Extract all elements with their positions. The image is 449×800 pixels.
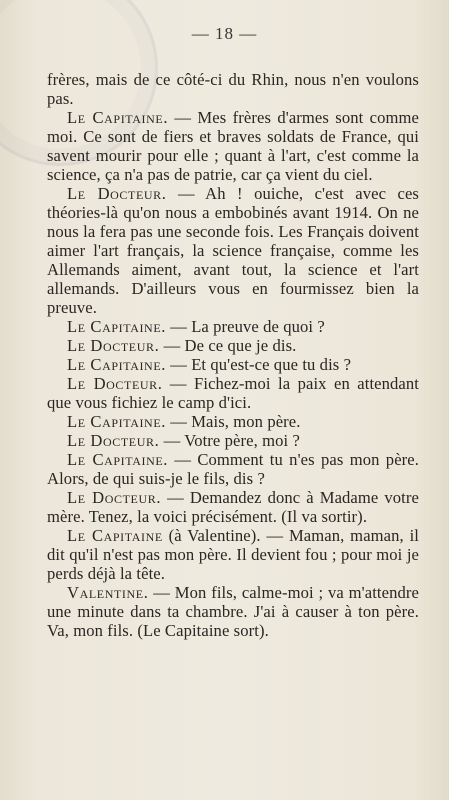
- speaker-name: Le Docteur.: [67, 336, 160, 355]
- dialogue-text: (à Valentine). — Maman, maman, il dit qu'il n'est pas mon père. Il devient fou ; pour moi je perds déjà la tête.: [47, 526, 419, 583]
- speaker-name: Le Docteur.: [67, 184, 167, 203]
- speaker-name: Le Capitaine.: [67, 450, 169, 469]
- paragraph: [47, 583, 419, 640]
- dialogue-text: — Et qu'est-ce que tu dis ?: [166, 355, 352, 374]
- speaker-name: Le Capitaine.: [67, 317, 166, 336]
- paragraph: [47, 374, 419, 412]
- paragraph: [47, 431, 419, 450]
- paragraph: [47, 317, 419, 336]
- page-number: — 18 —: [191, 24, 258, 43]
- speaker-name: Valentine.: [67, 583, 149, 602]
- paragraph: [47, 70, 419, 108]
- dialogue-text: frères, mais de ce côté-ci du Rhin, nous n'en voulons pas.: [47, 70, 419, 108]
- paragraph: [47, 450, 419, 488]
- dialogue-text: — De ce que je dis.: [159, 336, 297, 355]
- paragraph: [47, 336, 419, 355]
- speaker-name: Le Capitaine.: [67, 108, 169, 127]
- paragraph: [47, 108, 419, 184]
- dialogue-text: — La preuve de quoi ?: [166, 317, 325, 336]
- dialogue-text: — Mes frères d'armes sont comme moi. Ce sont de fiers et braves soldats de France, qui savent mourir pour elle ; quant à l'art, c'est comme la science, ça n'a pas de patrie, car ça vient du ciel.: [47, 108, 419, 184]
- dialogue-text: — Fichez-moi la paix en attendant que vous fichiez le camp d'ici.: [47, 374, 419, 412]
- paragraph: [47, 184, 419, 317]
- paragraph: [47, 412, 419, 431]
- speaker-name: Le Docteur.: [67, 374, 163, 393]
- speaker-name: Le Docteur.: [67, 431, 160, 450]
- speaker-name: Le Capitaine.: [67, 355, 166, 374]
- dialogue-text: — Votre père, moi ?: [159, 431, 300, 450]
- dialogue-text: — Comment tu n'es pas mon père. Alors, de qui suis-je le fils, dis ?: [47, 450, 419, 488]
- body-text: [47, 70, 419, 640]
- dialogue-text: — Ah ! ouiche, c'est avec ces théories-là qu'on nous a embobinés avant 1914. On ne nous la fera pas une seconde fois. Les Français doivent aimer l'art français, la science française, comme les Allemands aiment, avant tout, la science et l'art allemands. D'ailleurs vous en fourmissez bien la preuve.: [47, 184, 419, 317]
- speaker-name: Le Capitaine: [67, 526, 163, 545]
- dialogue-text: — Mais, mon père.: [166, 412, 301, 431]
- paragraph: [47, 488, 419, 526]
- speaker-name: Le Docteur.: [67, 488, 162, 507]
- speaker-name: Le Capitaine.: [67, 412, 166, 431]
- paragraph: [47, 355, 419, 374]
- dialogue-text: — Demandez donc à Madame votre mère. Tenez, la voici précisément. (Il va sortir).: [47, 488, 419, 526]
- paragraph: [47, 526, 419, 583]
- dialogue-text: — Mon fils, calme-moi ; va m'attendre une minute dans ta chambre. J'ai à causer à ton père. Va, mon fils. (Le Capitaine sort).: [47, 583, 419, 640]
